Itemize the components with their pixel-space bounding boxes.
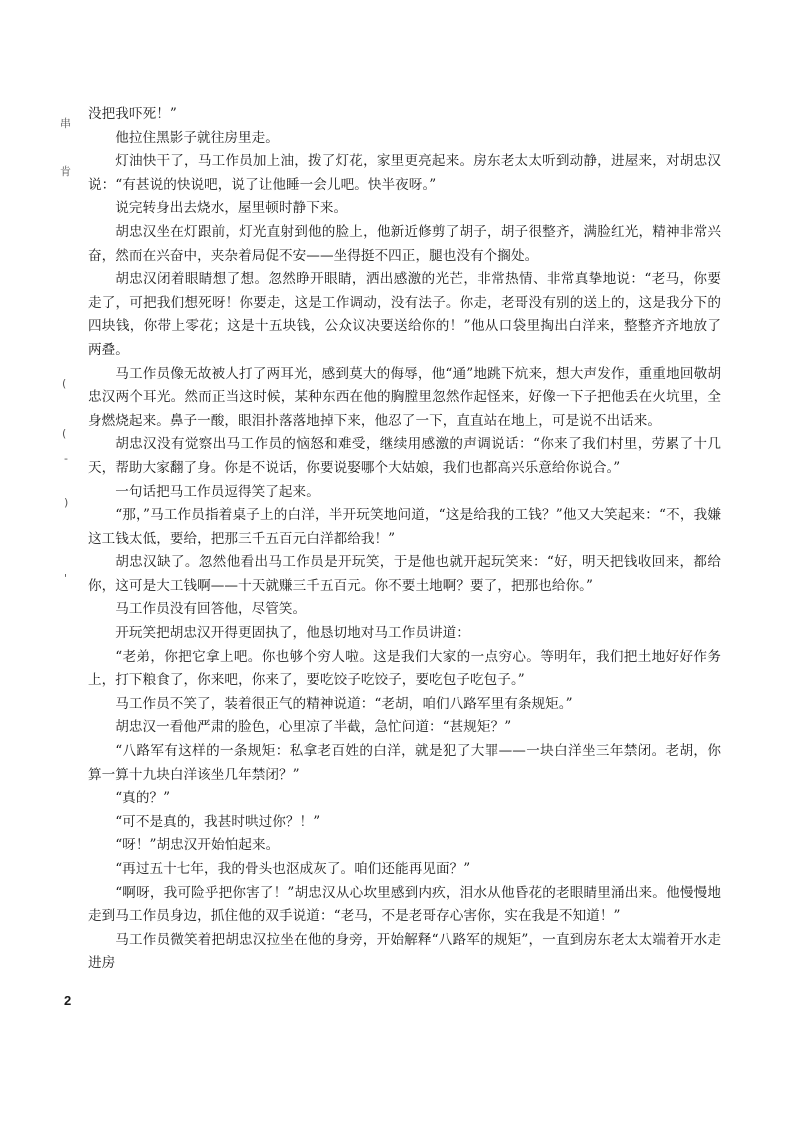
paragraph: 胡忠汉缺了。忽然他看出马工作员是开玩笑，于是他也就开起玩笑来：“好，明天把钱收回来，都给你，这可是大工钱啊——十天就赚三千五百元。你不要土地啊？要了，把那也给你。” xyxy=(88,554,721,594)
paragraph: 胡忠汉闭着眼睛想了想。忽然睁开眼睛，洒出感激的光芒，非常热情、非常真挚地说：“老马，你要走了，可把我们想死呀！你要走，这是工作调动，没有法子。你走，老哥没有别的送上的，这是我分下的四块钱，你带上零花；这是十五块钱，公众议决要送给你的！”他从口袋里掏出白洋来，整整齐齐地放了两叠。 xyxy=(88,271,721,358)
paragraph: 马工作员像无故被人打了两耳光，感到莫大的侮辱，他“通”地跳下炕来，想大声发作，重重地回敬胡忠汉两个耳光。然而正当这时候，某种东西在他的胸膛里忽然作起怪来，好像一下子把他丢在火坑里，全身燃烧起来。鼻子一酸，眼泪扑落落地掉下来，他忍了一下，直直站在地上，可是说不出话来。 xyxy=(88,365,721,429)
paragraph: “呀！”胡忠汉开始怕起来。 xyxy=(115,837,280,854)
paragraph: “真的？” xyxy=(115,790,171,807)
paragraph: “再过五十七年，我的骨头也沤成灰了。咱们还能再见面？” xyxy=(115,861,471,877)
paragraph: 胡忠汉没有觉察出马工作员的恼怒和难受，继续用感激的声调说话：“你来了我们村里，劳累了十几天，帮助大家翻了身。你是不说话，你要说娶哪个大姑娘，我们也都高兴乐意给你说合。” xyxy=(88,436,721,476)
margin-mark: ' xyxy=(64,572,68,585)
paragraph: “八路军有这样的一条规矩：私拿老百姓的白洋，就是犯了大罪——一块白洋坐三年禁闭。老胡，你算一算十九块白洋该坐几年禁闭？” xyxy=(88,743,721,783)
paragraph: “老弟，你把它拿上吧。你也够个穷人啦。这是我们大家的一点穷心。等明年，我们把土地好好作务上，打下粮食了，你来吧，你来了，要吃饺子吃饺子，要吃包子吃包子。” xyxy=(88,648,721,689)
paragraph: 马工作员微笑着把胡忠汉拉坐在他的身旁，开始解释“八路军的规矩”，一直到房东老太太端着开水走进房 xyxy=(88,931,721,972)
page-number: 2 xyxy=(64,993,72,1008)
margin-mark: - xyxy=(64,452,68,465)
margin-mark: ( xyxy=(62,427,67,440)
paragraph: “可不是真的，我甚时哄过你？！” xyxy=(115,813,321,830)
margin-mark: 肯 xyxy=(60,165,71,178)
paragraph: 灯油快干了，马工作员加上油，拨了灯花，家里更亮起来。房东老太太听到动静，进屋来，对胡忠汉说：“有甚说的快说吧，说了让他睡一会儿吧。快半夜呀。” xyxy=(88,153,721,193)
paragraph: 他拉住黑影子就往房里走。 xyxy=(115,129,279,146)
paragraph: “啊呀，我可险乎把你害了！”胡忠汉从心坎里感到内疚，泪水从他昏花的老眼睛里涌出来。他慢慢地走到马工作员身边，抓住他的双手说道：“老马，不是老哥存心害你，实在我是不知道！” xyxy=(88,884,721,925)
paragraph: 一句话把马工作员逗得笑了起来。 xyxy=(115,483,320,500)
paragraph: “那，”马工作员指着桌子上的白洋，半开玩笑地问道，“这是给我的工钱？”他又大笑起来：“不，我嫌这工钱太低，要给，把那三千五百元白洋都给我！” xyxy=(88,507,721,547)
margin-mark: ( xyxy=(62,377,67,390)
margin-mark: ) xyxy=(64,496,69,509)
body-text xyxy=(88,103,721,976)
paragraph: 说完转身出去烧水，屋里顿时静下来。 xyxy=(115,200,348,217)
paragraph: 胡忠汉坐在灯跟前，灯光直射到他的脸上，他新近修剪了胡子，胡子很整齐，满脸红光，精神非常兴奋，然而在兴奋中，夹杂着局促不安——坐得挺不四正，腿也没有个搁处。 xyxy=(88,223,721,264)
paragraph: 马工作员没有回答他，尽管笑。 xyxy=(115,601,307,618)
paragraph: 马工作员不笑了，装着很正气的精神说道：“老胡，咱们八路军里有条规矩。” xyxy=(115,695,573,712)
margin-mark: 串 xyxy=(60,117,71,130)
paragraph: 没把我吓死！” xyxy=(88,106,177,122)
paragraph: 开玩笑把胡忠汉开得更固执了，他恳切地对马工作员讲道： xyxy=(115,625,470,642)
paragraph: 胡忠汉一看他严肃的脸色，心里凉了半截，急忙问道：“甚规矩？” xyxy=(115,719,512,736)
